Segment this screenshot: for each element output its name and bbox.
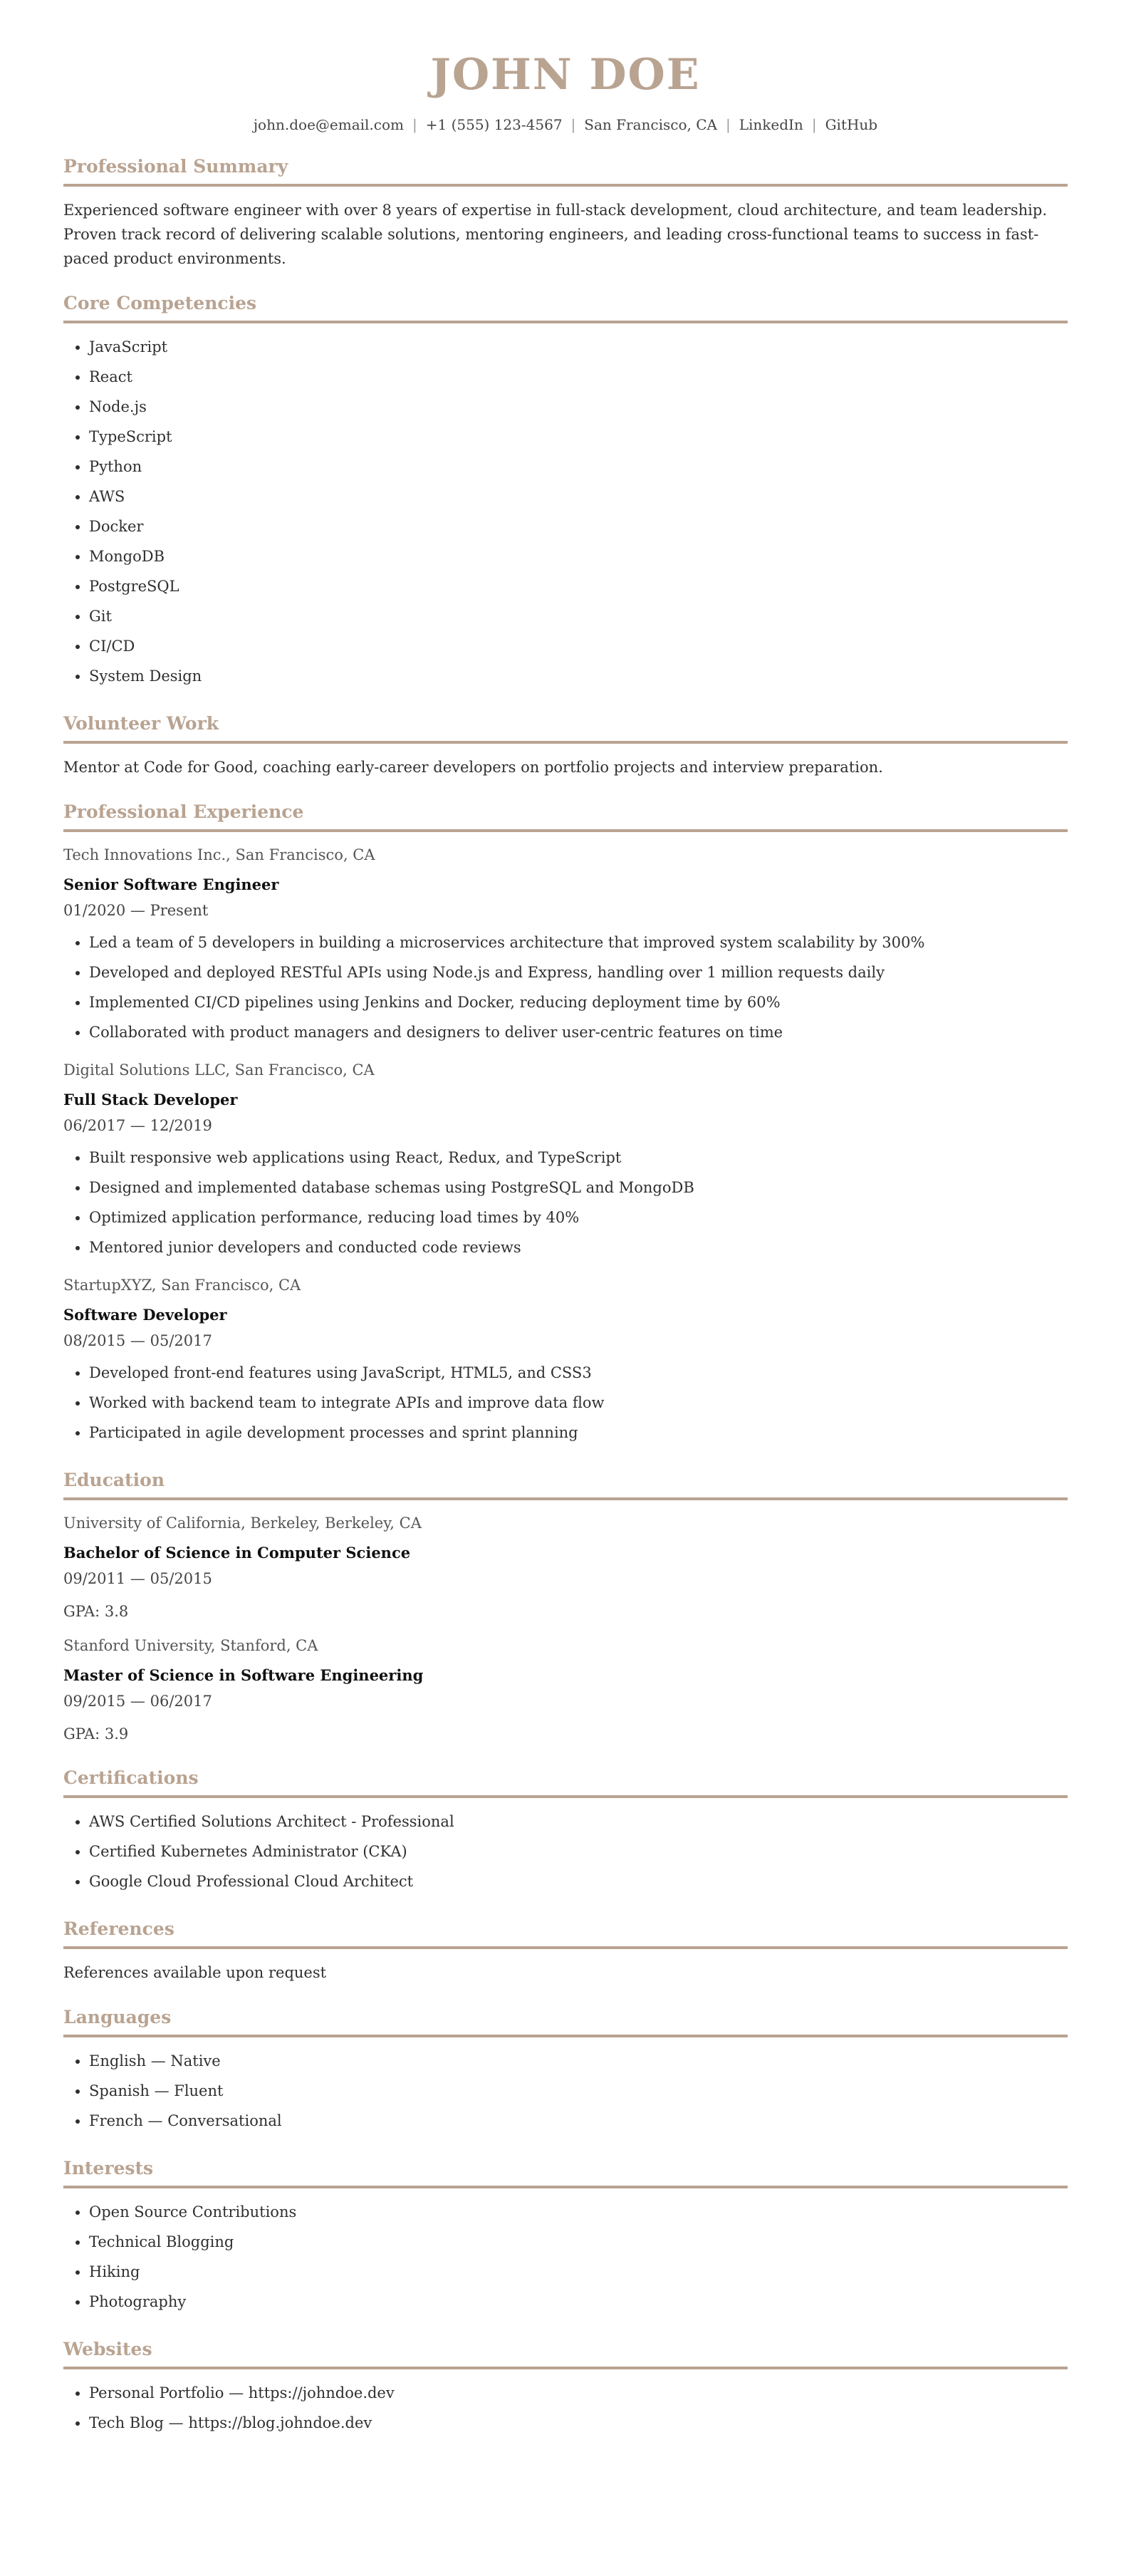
job-dates: 08/2015 — 05/2017 — [63, 1332, 212, 1349]
list-item: • Git — [89, 601, 1068, 631]
competency-list — [63, 332, 1068, 691]
education-entry — [63, 1634, 1068, 1745]
list-item: • Google Cloud Professional Cloud Architect — [89, 1866, 1068, 1896]
list-item: • System Design — [89, 661, 1068, 691]
list-item: • Implemented CI/CD pipelines using Jenkins and Docker, reducing deployment time by 60% — [89, 987, 1068, 1017]
contact-line — [63, 115, 1068, 134]
list-item: • Docker — [89, 511, 1068, 541]
job-bullets — [63, 928, 1068, 1047]
certification-list — [63, 1807, 1068, 1896]
list-item: • Node.js — [89, 392, 1068, 422]
list-item: • React — [89, 362, 1068, 392]
section-title: Languages — [63, 2006, 1068, 2037]
volunteer-text: Mentor at Code for Good, coaching early-career developers on portfolio projects and interview preparation. — [63, 759, 883, 776]
job-dates: 06/2017 — 12/2019 — [63, 1117, 212, 1134]
education-dates: 09/2015 — 06/2017 — [63, 1693, 212, 1710]
section-title: Education — [63, 1469, 1068, 1500]
section-title: Professional Summary — [63, 155, 1068, 187]
section-references — [63, 1918, 1068, 1985]
list-item: • Optimized application performance, reducing load times by 40% — [89, 1203, 1068, 1232]
list-item: • Technical Blogging — [89, 2227, 1068, 2257]
section-title: Core Competencies — [63, 292, 1068, 323]
list-item: • Collaborated with product managers and designers to deliver user-centric features on time — [89, 1017, 1068, 1047]
section-education — [63, 1469, 1068, 1745]
linkedin-link[interactable]: LinkedIn — [739, 116, 803, 133]
language-list — [63, 2046, 1068, 2136]
section-title: References — [63, 1918, 1068, 1949]
section-interests — [63, 2157, 1068, 2317]
section-title: Certifications — [63, 1767, 1068, 1798]
section-competencies — [63, 292, 1068, 691]
education-gpa: GPA: 3.9 — [63, 1725, 129, 1743]
list-item: • Certified Kubernetes Administrator (CKA) — [89, 1837, 1068, 1866]
job-entry — [63, 1274, 1068, 1448]
job-role: Software Developer — [63, 1306, 227, 1324]
section-experience — [63, 801, 1068, 1448]
list-item: • English — Native — [89, 2046, 1068, 2076]
list-item: • CI/CD — [89, 631, 1068, 661]
list-item: • AWS — [89, 482, 1068, 511]
education-school: University of California, Berkeley, Berkeley, CA — [63, 1515, 422, 1532]
list-item: • PostgreSQL — [89, 571, 1068, 601]
job-company: Tech Innovations Inc., San Francisco, CA — [63, 846, 375, 863]
list-item: • Developed and deployed RESTful APIs using Node.js and Express, handling over 1 million requests daily — [89, 957, 1068, 987]
section-websites — [63, 2338, 1068, 2438]
section-certifications — [63, 1767, 1068, 1896]
contact-separator: | — [570, 116, 576, 133]
education-entry — [63, 1512, 1068, 1623]
list-item: • Photography — [89, 2287, 1068, 2317]
section-title: Volunteer Work — [63, 712, 1068, 744]
list-item: • Designed and implemented database schemas using PostgreSQL and MongoDB — [89, 1173, 1068, 1203]
job-bullets — [63, 1358, 1068, 1448]
list-item: • Participated in agile development processes and sprint planning — [89, 1418, 1068, 1448]
contact-separator: | — [811, 116, 817, 133]
list-item: • TypeScript — [89, 422, 1068, 452]
job-company: Digital Solutions LLC, San Francisco, CA — [63, 1061, 375, 1079]
job-entry — [63, 843, 1068, 1047]
list-item: • Worked with backend team to integrate APIs and improve data flow — [89, 1388, 1068, 1418]
contact-separator: | — [725, 116, 731, 133]
education-dates: 09/2011 — 05/2015 — [63, 1570, 212, 1587]
resume-name: JOHN DOE — [430, 50, 701, 100]
education-school: Stanford University, Stanford, CA — [63, 1637, 318, 1654]
website-link[interactable]: • Personal Portfolio — https://johndoe.dev — [89, 2378, 1068, 2408]
list-item: • French — Conversational — [89, 2106, 1068, 2136]
list-item: • MongoDB — [89, 541, 1068, 571]
job-entry — [63, 1059, 1068, 1262]
job-role: Full Stack Developer — [63, 1091, 238, 1108]
list-item: • Hiking — [89, 2257, 1068, 2287]
contact-phone[interactable]: +1 (555) 123-4567 — [425, 116, 563, 133]
website-link[interactable]: • Tech Blog — https://blog.johndoe.dev — [89, 2408, 1068, 2438]
section-title: Professional Experience — [63, 801, 1068, 832]
contact-separator: | — [412, 116, 417, 133]
website-list — [63, 2378, 1068, 2438]
section-title: Websites — [63, 2338, 1068, 2369]
job-dates: 01/2020 — Present — [63, 902, 209, 919]
references-text: References available upon request — [63, 1964, 327, 1981]
list-item: • Python — [89, 452, 1068, 482]
contact-email[interactable]: john.doe@email.com — [253, 116, 404, 133]
list-item: • AWS Certified Solutions Architect - Professional — [89, 1807, 1068, 1837]
interest-list — [63, 2197, 1068, 2317]
section-languages — [63, 2006, 1068, 2136]
job-role: Senior Software Engineer — [63, 876, 279, 893]
summary-text: Experienced software engineer with over 8 years of expertise in full-stack development, cloud architecture, and team leadership. Proven track record of delivering scalable solutions, mentoring engineers, and leading cross-functional teams to success in fast-paced product environments. — [63, 202, 1047, 267]
section-volunteer — [63, 712, 1068, 779]
list-item: • Built responsive web applications using React, Redux, and TypeScript — [89, 1143, 1068, 1173]
job-bullets — [63, 1143, 1068, 1262]
list-item: • Developed front-end features using JavaScript, HTML5, and CSS3 — [89, 1358, 1068, 1388]
list-item: • Open Source Contributions — [89, 2197, 1068, 2227]
github-link[interactable]: GitHub — [825, 116, 878, 133]
education-degree: Bachelor of Science in Computer Science — [63, 1544, 411, 1562]
section-title: Interests — [63, 2157, 1068, 2188]
list-item: • Mentored junior developers and conducted code reviews — [89, 1232, 1068, 1262]
education-degree: Master of Science in Software Engineering — [63, 1666, 424, 1684]
education-gpa: GPA: 3.8 — [63, 1603, 129, 1620]
job-company: StartupXYZ, San Francisco, CA — [63, 1277, 301, 1294]
contact-location: San Francisco, CA — [584, 116, 717, 133]
list-item: • JavaScript — [89, 332, 1068, 362]
list-item: • Spanish — Fluent — [89, 2076, 1068, 2106]
list-item: • Led a team of 5 developers in building a microservices architecture that improved system scalability by 300% — [89, 928, 1068, 957]
section-summary — [63, 155, 1068, 271]
